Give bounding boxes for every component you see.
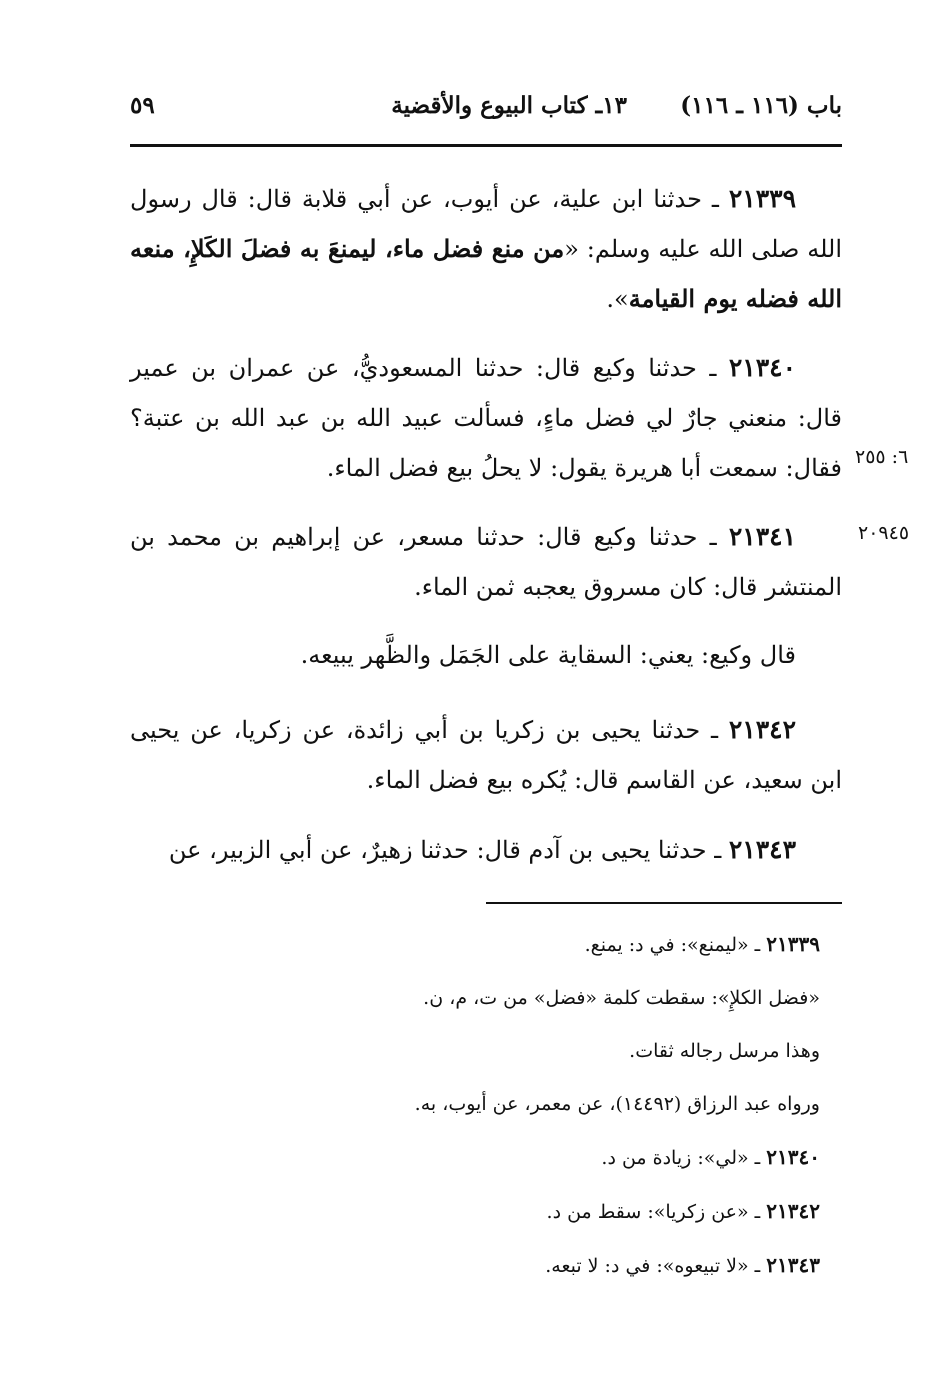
commentary-paragraph (130, 630, 842, 680)
hadith-text: ـ حدثنا ابن علية، عن أيوب، عن أبي قلابة قال: قال رسول الله صلى الله عليه وسلم: « (130, 185, 842, 263)
chapter-heading: باب (١١٦ ـ ١١٦) (680, 92, 842, 119)
footnote-text: «فضل الكلإِ»: سقطت كلمة «فضل» من ت، م، ن. (423, 987, 820, 1009)
footnote-text: ـ «ليمنع»: في د: يمنع. (584, 934, 767, 956)
margin-reference: ٢٠٩٤٥ (858, 522, 910, 544)
footnote (130, 918, 820, 972)
commentary-text: قال وكيع: يعني: السقاية على الجَمَل والظَّهر يبيعه. (300, 641, 796, 669)
hadith-text: ـ حدثنا وكيع قال: حدثنا مسعر، عن إبراهيم بن محمد بن المنتشر قال: كان مسروق يعجبه ثمن الماء. (130, 523, 842, 601)
footnote-text: وهذا مرسل رجاله ثقات. (629, 1040, 820, 1062)
footnote-rule (486, 902, 842, 904)
hadith-paragraph (130, 705, 842, 805)
footnote (130, 1239, 820, 1293)
footnote-number: ٢١٣٣٩ (766, 932, 820, 956)
hadith-paragraph (130, 174, 842, 324)
hadith-number: ٢١٣٤٠ (728, 353, 796, 382)
hadith-number: ٢١٣٤٣ (728, 835, 796, 864)
footnote-text: ـ «لي»: زيادة من د. (601, 1147, 767, 1169)
hadith-number: ٢١٣٤٢ (728, 715, 796, 744)
margin-reference: ٦: ٢٥٥ (855, 446, 909, 468)
hadith-paragraph (130, 825, 842, 875)
hadith-number: ٢١٣٣٩ (728, 184, 796, 213)
footnote-number: ٢١٣٤٠ (766, 1145, 820, 1169)
footnotes (130, 918, 820, 1293)
footnote (130, 972, 820, 1025)
footnote-text: ـ «عن زكريا»: سقط من د. (546, 1201, 767, 1223)
page-number: ٥٩ (130, 92, 155, 119)
hadith-text: ـ حدثنا وكيع قال: حدثنا المسعوديُّ، عن عمران بن عمير قال: منعني جارٌ لي فضل ماءٍ، فسألت عبيد الله بن عبد الله بن عتبة؟ فقال: سمعت أبا هريرة يقول: لا يحلُ بيع فضل الماء. (130, 354, 842, 482)
book-title: ١٣ـ كتاب البيوع والأقضية (391, 92, 627, 119)
hadith-quote-close: ». (606, 285, 629, 313)
hadith-paragraph (130, 343, 842, 493)
footnote-text: ـ «لا تبيعوه»: في د: لا تبعه. (545, 1255, 767, 1277)
footnote-number: ٢١٣٤٢ (766, 1199, 820, 1223)
footnote (130, 1131, 820, 1185)
hadith-text: ـ حدثنا يحيى بن آدم قال: حدثنا زهيرٌ، عن أبي الزبير، عن (168, 836, 729, 864)
footnote (130, 1185, 820, 1239)
hadith-text: ـ حدثنا يحيى بن زكريا بن أبي زائدة، عن زكريا، عن يحيى ابن سعيد، عن القاسم قال: يُكره بيع فضل الماء. (130, 716, 842, 794)
footnote (130, 1025, 820, 1078)
footnote-number: ٢١٣٤٣ (766, 1253, 820, 1277)
hadith-number: ٢١٣٤١ (728, 522, 796, 551)
page-header (130, 92, 842, 134)
hadith-quote: من منع فضل ماء، ليمنعَ به فضلَ الكَلإِ، منعه الله فضله يوم القيامة (130, 234, 842, 313)
header-rule (130, 144, 842, 147)
hadith-paragraph (130, 512, 842, 612)
footnote (130, 1078, 820, 1131)
footnote-text: ورواه عبد الرزاق (١٤٤٩٢)، عن معمر، عن أيوب، به. (414, 1093, 820, 1115)
